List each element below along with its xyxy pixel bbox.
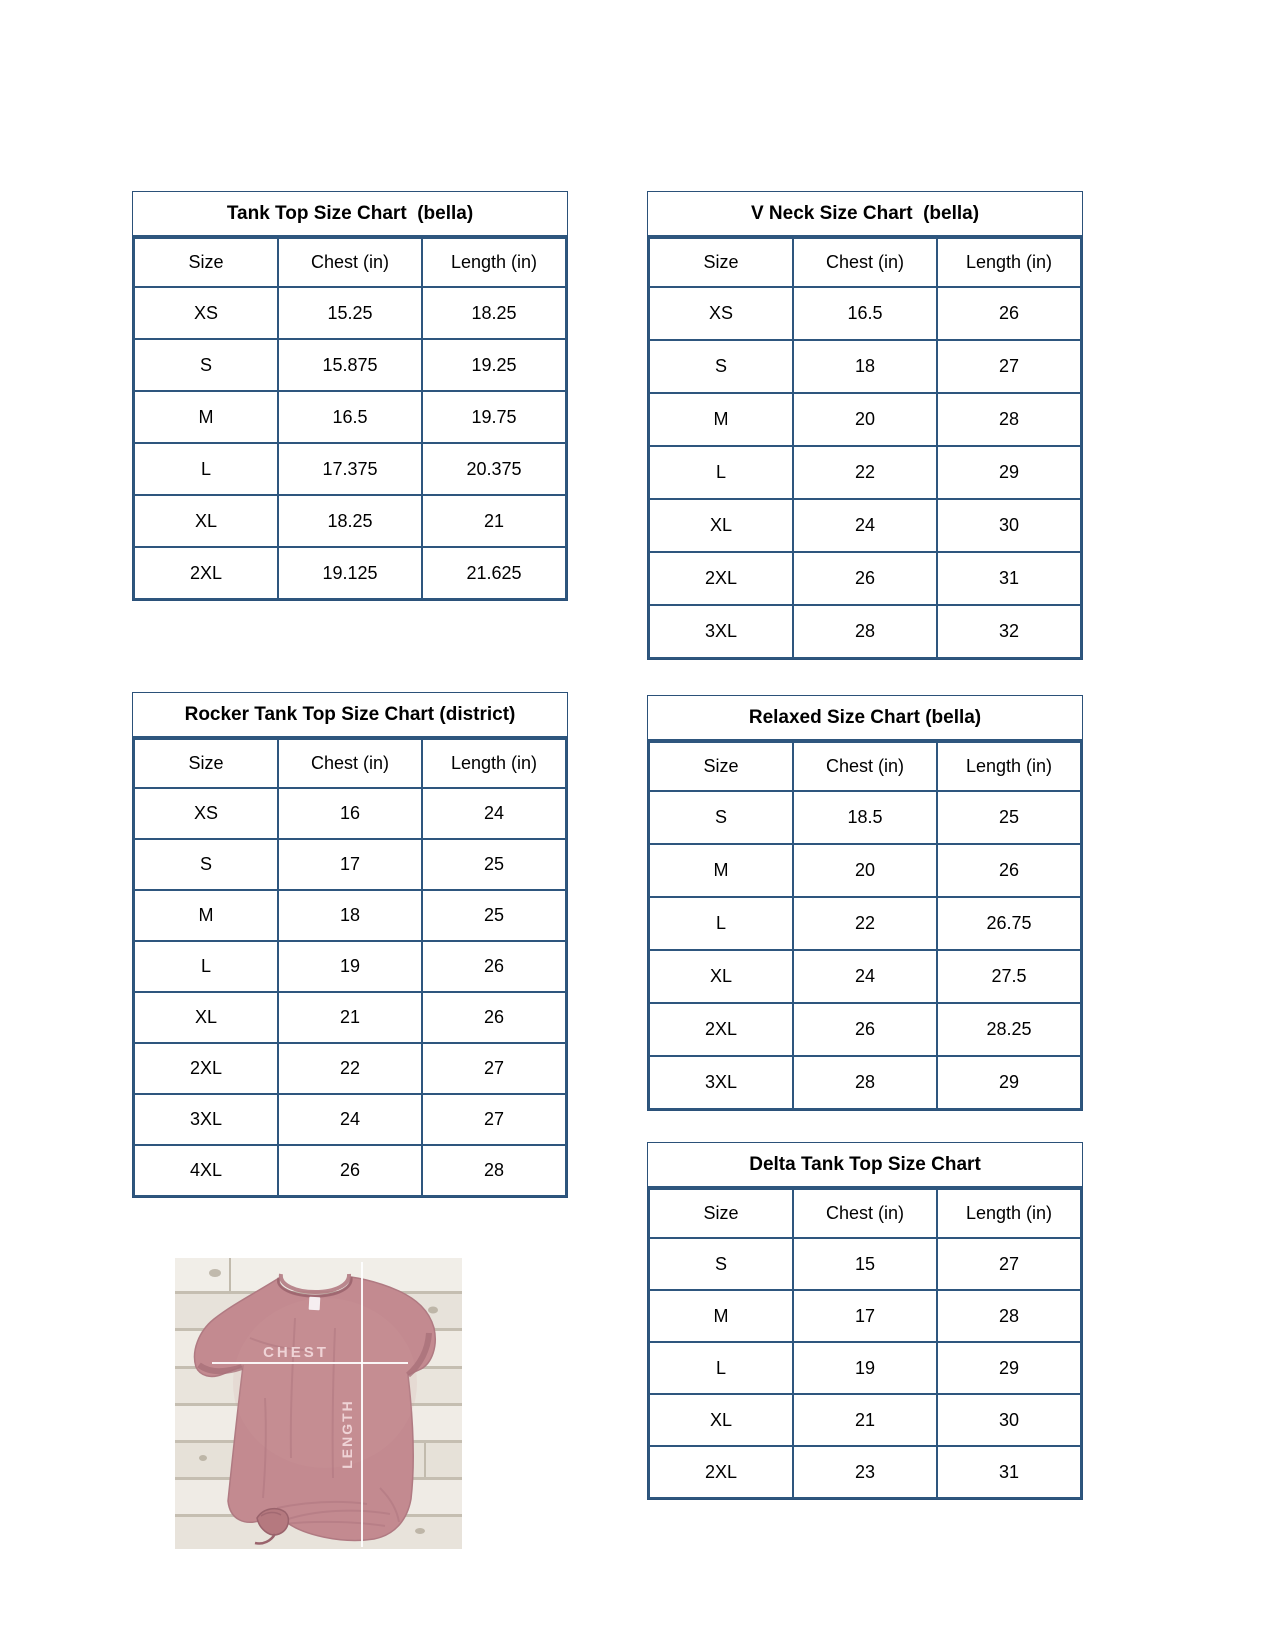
length-value-cell: 30 [937, 1394, 1081, 1446]
table-row [134, 1094, 566, 1145]
column-header: Length (in) [422, 238, 566, 287]
size-cell: XL [649, 1394, 793, 1446]
header-row [134, 238, 566, 287]
chest-value-cell: 15 [793, 1238, 937, 1290]
column-header: Chest (in) [793, 238, 937, 287]
size-cell: 2XL [134, 1043, 278, 1094]
length-label: LENGTH [339, 1399, 355, 1469]
length-value-cell: 21 [422, 495, 566, 547]
table-row [134, 788, 566, 839]
table-row [649, 844, 1081, 897]
length-value-cell: 29 [937, 1342, 1081, 1394]
length-value-cell: 26 [937, 844, 1081, 897]
length-value-cell: 27 [422, 1043, 566, 1094]
length-value-cell: 25 [937, 791, 1081, 844]
table-row [649, 1056, 1081, 1109]
column-header: Size [134, 238, 278, 287]
column-header: Chest (in) [793, 1189, 937, 1238]
size-cell: 2XL [649, 1003, 793, 1056]
chest-value-cell: 18 [278, 890, 422, 941]
chest-value-cell: 17.375 [278, 443, 422, 495]
size-cell: M [134, 890, 278, 941]
table-row [649, 605, 1081, 658]
table-row [134, 992, 566, 1043]
table-row [649, 287, 1081, 340]
table-row [649, 340, 1081, 393]
column-header: Size [649, 742, 793, 791]
length-value-cell: 26.75 [937, 897, 1081, 950]
column-header: Length (in) [937, 238, 1081, 287]
table-row [134, 495, 566, 547]
column-header: Chest (in) [793, 742, 937, 791]
table-title: V Neck Size Chart (bella) [648, 192, 1082, 237]
table-row [134, 1043, 566, 1094]
size-cell: L [649, 446, 793, 499]
length-value-cell: 20.375 [422, 443, 566, 495]
length-value-cell: 21.625 [422, 547, 566, 599]
size-cell: 4XL [134, 1145, 278, 1196]
table-row [134, 890, 566, 941]
size-cell: XL [649, 499, 793, 552]
v-neck-size-table [647, 191, 1083, 660]
table-row [649, 1290, 1081, 1342]
size-cell: L [649, 1342, 793, 1394]
table-row [649, 552, 1081, 605]
chest-value-cell: 19.125 [278, 547, 422, 599]
length-value-cell: 31 [937, 1446, 1081, 1498]
table-title: Rocker Tank Top Size Chart (district) [133, 693, 567, 738]
column-header: Size [649, 238, 793, 287]
chest-value-cell: 16.5 [278, 391, 422, 443]
size-cell: XS [134, 788, 278, 839]
length-value-cell: 19.75 [422, 391, 566, 443]
length-value-cell: 18.25 [422, 287, 566, 339]
chest-value-cell: 16.5 [793, 287, 937, 340]
header-row [649, 238, 1081, 287]
column-header: Size [649, 1189, 793, 1238]
length-value-cell: 25 [422, 839, 566, 890]
table-title: Tank Top Size Chart (bella) [133, 192, 567, 237]
chest-value-cell: 19 [793, 1342, 937, 1394]
table-row [649, 950, 1081, 1003]
table-title: Delta Tank Top Size Chart [648, 1143, 1082, 1188]
length-value-cell: 27 [937, 340, 1081, 393]
chest-value-cell: 18.25 [278, 495, 422, 547]
size-cell: 3XL [649, 605, 793, 658]
size-cell: 3XL [649, 1056, 793, 1109]
size-cell: S [134, 839, 278, 890]
chest-value-cell: 20 [793, 393, 937, 446]
size-cell: S [134, 339, 278, 391]
size-cell: S [649, 1238, 793, 1290]
length-value-cell: 28 [937, 1290, 1081, 1342]
length-value-cell: 32 [937, 605, 1081, 658]
size-cell: 3XL [134, 1094, 278, 1145]
length-value-cell: 30 [937, 499, 1081, 552]
chest-value-cell: 18.5 [793, 791, 937, 844]
size-cell: XS [134, 287, 278, 339]
size-cell: XL [649, 950, 793, 1003]
size-cell: XL [134, 992, 278, 1043]
size-cell: 2XL [649, 552, 793, 605]
length-value-cell: 24 [422, 788, 566, 839]
table-row [649, 446, 1081, 499]
shirt-neck-tag [309, 1297, 321, 1311]
chest-value-cell: 21 [793, 1394, 937, 1446]
tank-top-size-table [132, 191, 568, 601]
length-value-cell: 28 [937, 393, 1081, 446]
chest-value-cell: 20 [793, 844, 937, 897]
table-row [134, 287, 566, 339]
table-row [134, 941, 566, 992]
column-header: Length (in) [937, 742, 1081, 791]
chest-value-cell: 24 [278, 1094, 422, 1145]
chest-value-cell: 26 [793, 1003, 937, 1056]
chest-label: CHEST [263, 1344, 329, 1361]
table-row [649, 1003, 1081, 1056]
delta-tank-size-table [647, 1142, 1083, 1500]
size-cell: S [649, 340, 793, 393]
chest-value-cell: 22 [793, 446, 937, 499]
chest-value-cell: 26 [793, 552, 937, 605]
table-row [649, 1238, 1081, 1290]
length-value-cell: 25 [422, 890, 566, 941]
column-header: Chest (in) [278, 739, 422, 788]
table-row [649, 897, 1081, 950]
chest-value-cell: 21 [278, 992, 422, 1043]
table-row [649, 791, 1081, 844]
table-row [134, 839, 566, 890]
chest-value-cell: 28 [793, 605, 937, 658]
size-cell: M [134, 391, 278, 443]
chest-value-cell: 22 [793, 897, 937, 950]
table-row [649, 1394, 1081, 1446]
table-row [649, 1342, 1081, 1394]
chest-value-cell: 22 [278, 1043, 422, 1094]
table-row [134, 443, 566, 495]
length-value-cell: 26 [422, 992, 566, 1043]
table-row [134, 391, 566, 443]
table-row [134, 547, 566, 599]
length-value-cell: 27 [937, 1238, 1081, 1290]
size-cell: 2XL [134, 547, 278, 599]
size-cell: L [134, 443, 278, 495]
length-value-cell: 28.25 [937, 1003, 1081, 1056]
table-row [649, 1446, 1081, 1498]
chest-value-cell: 15.875 [278, 339, 422, 391]
chest-value-cell: 24 [793, 950, 937, 1003]
chest-value-cell: 17 [793, 1290, 937, 1342]
chest-value-cell: 15.25 [278, 287, 422, 339]
header-row [134, 739, 566, 788]
shirt-measurement-photo [175, 1258, 462, 1549]
column-header: Length (in) [422, 739, 566, 788]
length-value-cell: 27 [422, 1094, 566, 1145]
size-cell: L [649, 897, 793, 950]
chest-value-cell: 18 [793, 340, 937, 393]
chest-value-cell: 26 [278, 1145, 422, 1196]
chest-value-cell: 16 [278, 788, 422, 839]
table-title: Relaxed Size Chart (bella) [648, 696, 1082, 741]
table-row [649, 393, 1081, 446]
column-header: Length (in) [937, 1189, 1081, 1238]
rocker-tank-size-table [132, 692, 568, 1198]
shirt-measurement-illustration [175, 1258, 462, 1549]
length-value-cell: 19.25 [422, 339, 566, 391]
size-cell: S [649, 791, 793, 844]
table-row [134, 1145, 566, 1196]
length-value-cell: 29 [937, 1056, 1081, 1109]
size-cell: XL [134, 495, 278, 547]
table-row [649, 499, 1081, 552]
length-value-cell: 31 [937, 552, 1081, 605]
chest-value-cell: 17 [278, 839, 422, 890]
length-value-cell: 27.5 [937, 950, 1081, 1003]
header-row [649, 1189, 1081, 1238]
size-cell: XS [649, 287, 793, 340]
length-value-cell: 26 [937, 287, 1081, 340]
column-header: Chest (in) [278, 238, 422, 287]
chest-value-cell: 23 [793, 1446, 937, 1498]
size-cell: L [134, 941, 278, 992]
column-header: Size [134, 739, 278, 788]
relaxed-size-table [647, 695, 1083, 1111]
chest-value-cell: 19 [278, 941, 422, 992]
length-value-cell: 29 [937, 446, 1081, 499]
length-value-cell: 28 [422, 1145, 566, 1196]
size-cell: 2XL [649, 1446, 793, 1498]
table-row [134, 339, 566, 391]
chest-value-cell: 28 [793, 1056, 937, 1109]
length-value-cell: 26 [422, 941, 566, 992]
size-cell: M [649, 393, 793, 446]
chest-value-cell: 24 [793, 499, 937, 552]
size-cell: M [649, 1290, 793, 1342]
size-cell: M [649, 844, 793, 897]
header-row [649, 742, 1081, 791]
